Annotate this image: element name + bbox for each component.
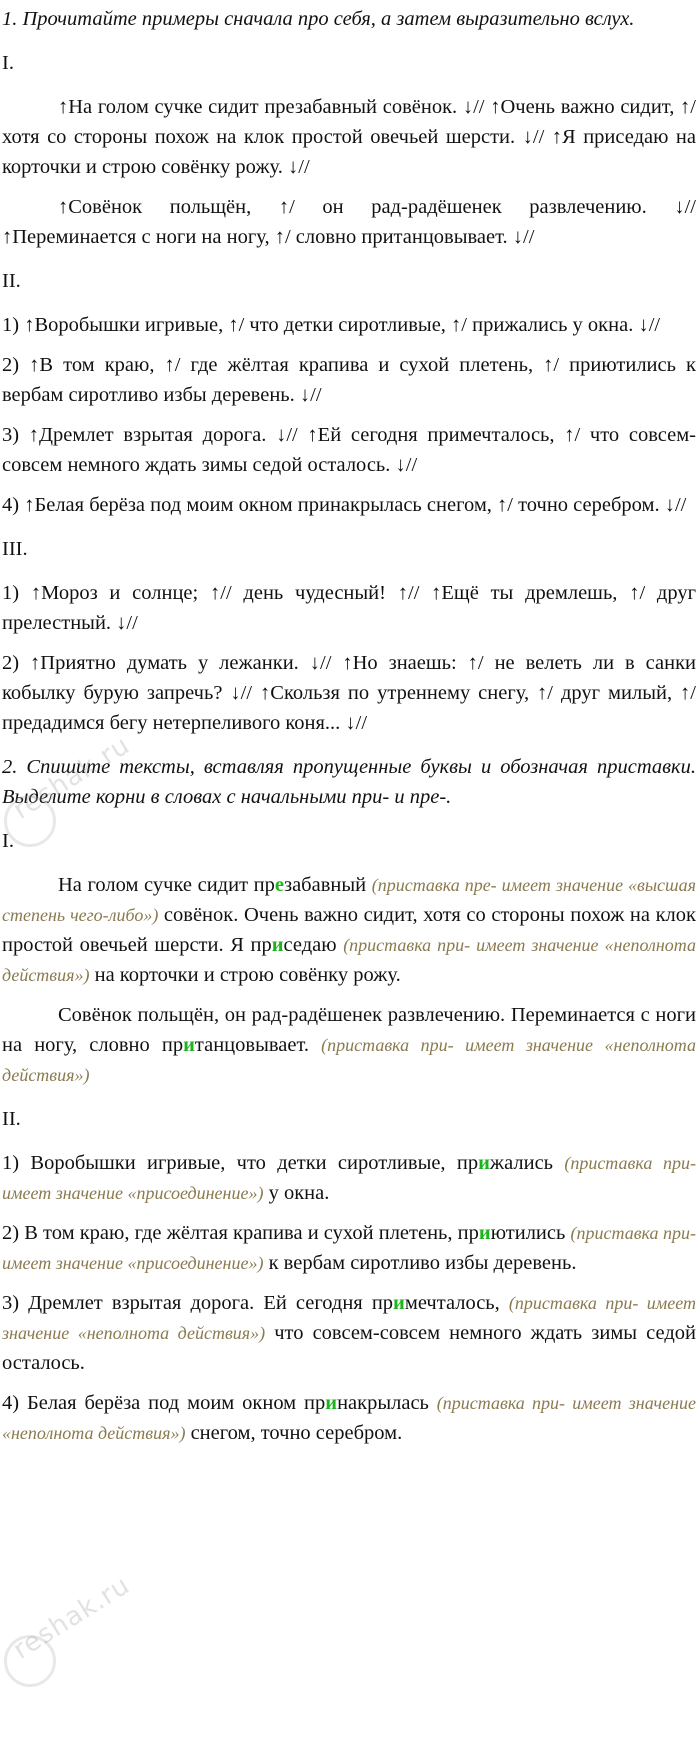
- text: снегом, точно серебром.: [185, 1422, 403, 1444]
- text: седаю: [283, 934, 344, 956]
- text: забавный: [283, 874, 372, 896]
- list-item: 1) ↑Мороз и солнце; ↑// день чудесный! ↑// ↑Ещё ты дремлешь, ↑/ друг прелестный. ↓//: [2, 582, 696, 634]
- list-item: 3) ↑Дремлет взрытая дорога. ↓// ↑Ей сегодня примечталось, ↑/ что совсем-совсем немного ждать зимы седой осталось. ↓//: [2, 424, 696, 476]
- list-item: [2, 1288, 696, 1378]
- watermark: reshak.ru: [8, 730, 136, 826]
- section-label: II.: [2, 1108, 21, 1130]
- text: 1) Воробышки игривые, что детки сиротливые, пр: [2, 1152, 479, 1174]
- watermark: reshak.ru: [8, 1570, 136, 1666]
- paragraph: [2, 870, 696, 990]
- prefix-note: (приставка при- имеет значение «неполнота действия»): [2, 1393, 696, 1443]
- list-item: [2, 1148, 696, 1208]
- text: у окна.: [263, 1182, 330, 1204]
- list-item: 4) ↑Белая берёза под моим окном принакрылась снегом, ↑/ точно серебром. ↓//: [2, 494, 687, 516]
- text: ютились: [490, 1222, 571, 1244]
- inserted-letter: и: [271, 934, 284, 956]
- section-label: I.: [2, 52, 14, 74]
- text: жались: [489, 1152, 565, 1174]
- text: накрылась: [337, 1392, 437, 1414]
- text: на корточки и строю совёнку рожу.: [89, 964, 401, 986]
- task-1-heading: 1. Прочитайте примеры сначала про себя, а затем выразительно вслух.: [2, 8, 635, 30]
- prefix-note: (приставка пре- имеет значение «высшая степень чего-либо»): [2, 875, 697, 925]
- text: Совёнок польщён, он рад-радёшенек развлечению. Переминается с ноги на ногу, словно пр: [2, 1004, 696, 1056]
- list-item: [2, 1388, 696, 1448]
- inserted-letter: е: [274, 874, 284, 896]
- prefix-note: (приставка при- имеет значение «неполнота действия»): [2, 1293, 696, 1343]
- prefix-note: (приставка при- имеет значение «неполнота действия»): [2, 935, 696, 985]
- inserted-letter: и: [478, 1222, 491, 1244]
- text: мечталось,: [404, 1292, 509, 1314]
- text: На голом сучке сидит пр: [58, 874, 275, 896]
- text: совёнок. Очень важно сидит, хотя со стороны похож на клок простой овечьей шерсти. Я пр: [2, 904, 696, 956]
- text: 2) В том краю, где жёлтая крапива и сухой плетень, пр: [2, 1222, 479, 1244]
- watermark-circle-icon: [4, 1635, 56, 1687]
- text: к вербам сиротливо избы деревень.: [263, 1252, 577, 1274]
- paragraph: [2, 1000, 696, 1090]
- text: танцовывает.: [194, 1034, 322, 1056]
- section-label: I.: [2, 830, 14, 852]
- inserted-letter: и: [325, 1392, 338, 1414]
- section-label: II.: [2, 270, 21, 292]
- list-item: 2) ↑Приятно думать у лежанки. ↓// ↑Но знаешь: ↑/ не велеть ли в санки кобылку бурую запречь? ↓// ↑Скользя по утреннему снегу, ↑/ друг милый, ↑/ предадимся бегу нетерпеливого коня... ↓//: [2, 652, 696, 734]
- prefix-note: (приставка при- имеет значение «неполнота действия»): [2, 1035, 697, 1085]
- text: 3) Дремлет взрытая дорога. Ей сегодня пр: [2, 1292, 394, 1314]
- list-item: 1) ↑Воробышки игривые, ↑/ что детки сиротливые, ↑/ прижались у окна. ↓//: [2, 314, 661, 336]
- inserted-letter: и: [393, 1292, 405, 1314]
- list-item: 2) ↑В том краю, ↑/ где жёлтая крапива и сухой плетень, ↑/ приютились к вербам сиротливо избы деревень. ↓//: [2, 354, 696, 406]
- inserted-letter: и: [478, 1152, 490, 1174]
- prefix-note: (приставка при- имеет значение «присоединение»): [2, 1153, 696, 1203]
- prefix-note: (приставка при- имеет значение «присоединение»): [2, 1223, 697, 1273]
- task-2-heading: 2. Спишите тексты, вставляя пропущенные буквы и обозначая приставки. Выделите корни в словах с начальными при- и пре-.: [2, 756, 696, 808]
- inserted-letter: и: [183, 1034, 195, 1056]
- paragraph: ↑Совёнок польщён, ↑/ он рад-радёшенек развлечению. ↓// ↑Переминается с ноги на ногу, ↑/ словно пританцовывает. ↓//: [2, 196, 696, 248]
- text: что совсем-совсем немного ждать зимы седой осталось.: [2, 1322, 697, 1374]
- text: 4) Белая берёза под моим окном пр: [2, 1392, 326, 1414]
- paragraph: ↑На голом сучке сидит презабавный совёнок. ↓// ↑Очень важно сидит, ↑/ хотя со стороны похож на клок простой овечьей шерсти. ↓// ↑Я приседаю на корточки и строю совёнку рожу. ↓//: [2, 96, 696, 178]
- list-item: [2, 1218, 696, 1278]
- section-label: III.: [2, 538, 28, 560]
